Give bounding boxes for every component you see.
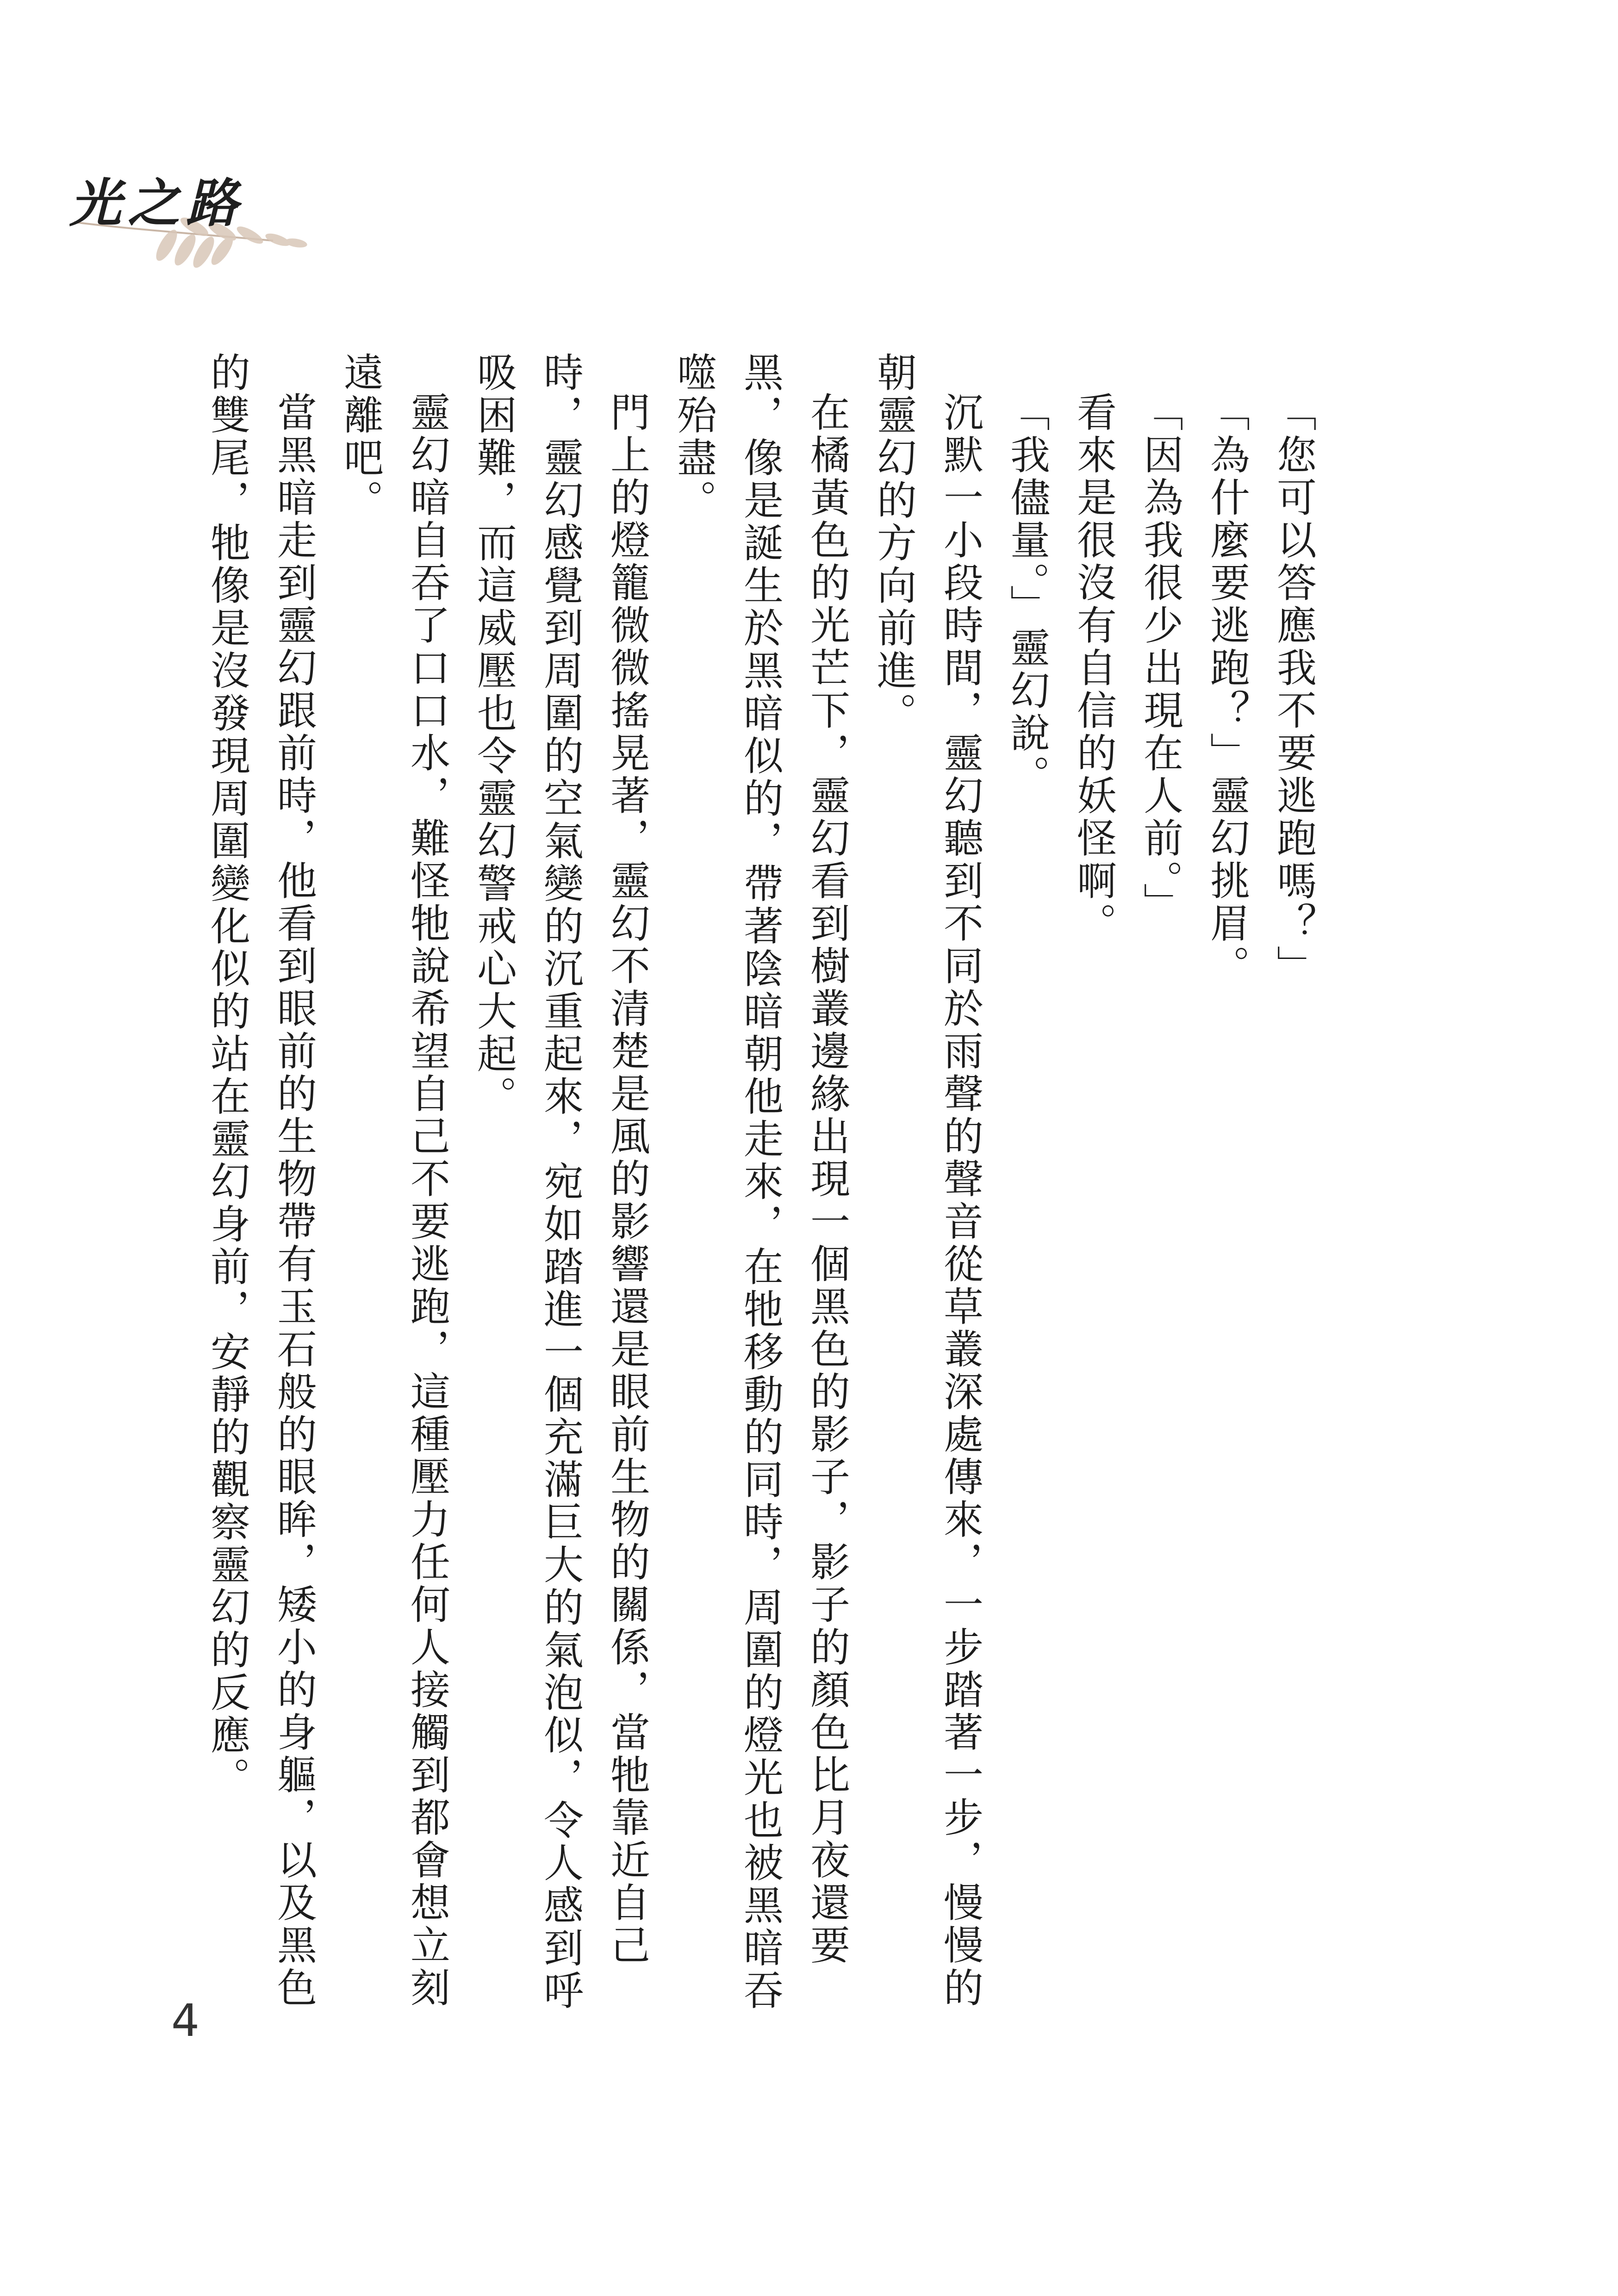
book-title: 光之路 — [69, 173, 244, 234]
paragraph: 「您可以答應我不要逃跑嗎？」 — [1270, 392, 1316, 988]
paragraph: 「因為我很少出現在人前。」 — [1137, 392, 1183, 925]
body-text — [193, 352, 1326, 2036]
paragraph: 在橘黃色的光芒下，靈幻看到樹叢邊緣出現一個黑色的影子，影子的顏色比月夜還要黑，像是誕生於黑暗似的，帶著陰暗朝他走來，在牠移動的同時，周圍的燈光也被黑暗吞噬殆盡。 — [670, 352, 850, 2012]
paragraph: 靈幻暗自吞了口口水，難怪牠說希望自己不要逃跑，這種壓力任何人接觸到都會想立刻遠離吧。 — [337, 352, 450, 2010]
paragraph: 沉默一小段時間，靈幻聽到不同於雨聲的聲音從草叢深處傳來，一步踏著一步，慢慢的朝靈幻的方向前進。 — [870, 352, 983, 2010]
page-number: 4 — [171, 1995, 200, 2047]
chapter-header — [56, 153, 315, 292]
paragraph: 「為什麼要逃跑？」靈幻挑眉。 — [1203, 392, 1250, 988]
paragraph: 「我儘量。」靈幻說。 — [1003, 392, 1050, 797]
paragraph: 看來是很沒有自信的妖怪啊。 — [1070, 392, 1116, 945]
paragraph: 門上的燈籠微微搖晃著，靈幻不清楚是風的影響還是眼前生物的關係，當牠靠近自己時，靈幻感覺到周圍的空氣變的沉重起來，宛如踏進一個充滿巨大的氣泡似，令人感到呼吸困難，而這威壓也令靈幻警戒心大起。 — [470, 352, 650, 2012]
paragraph: 當黑暗走到靈幻跟前時，他看到眼前的生物帶有玉石般的眼眸，矮小的身軀，以及黑色的雙尾，牠像是沒發現周圍變化似的站在靈幻身前，安靜的觀察靈幻的反應。 — [204, 352, 317, 2010]
